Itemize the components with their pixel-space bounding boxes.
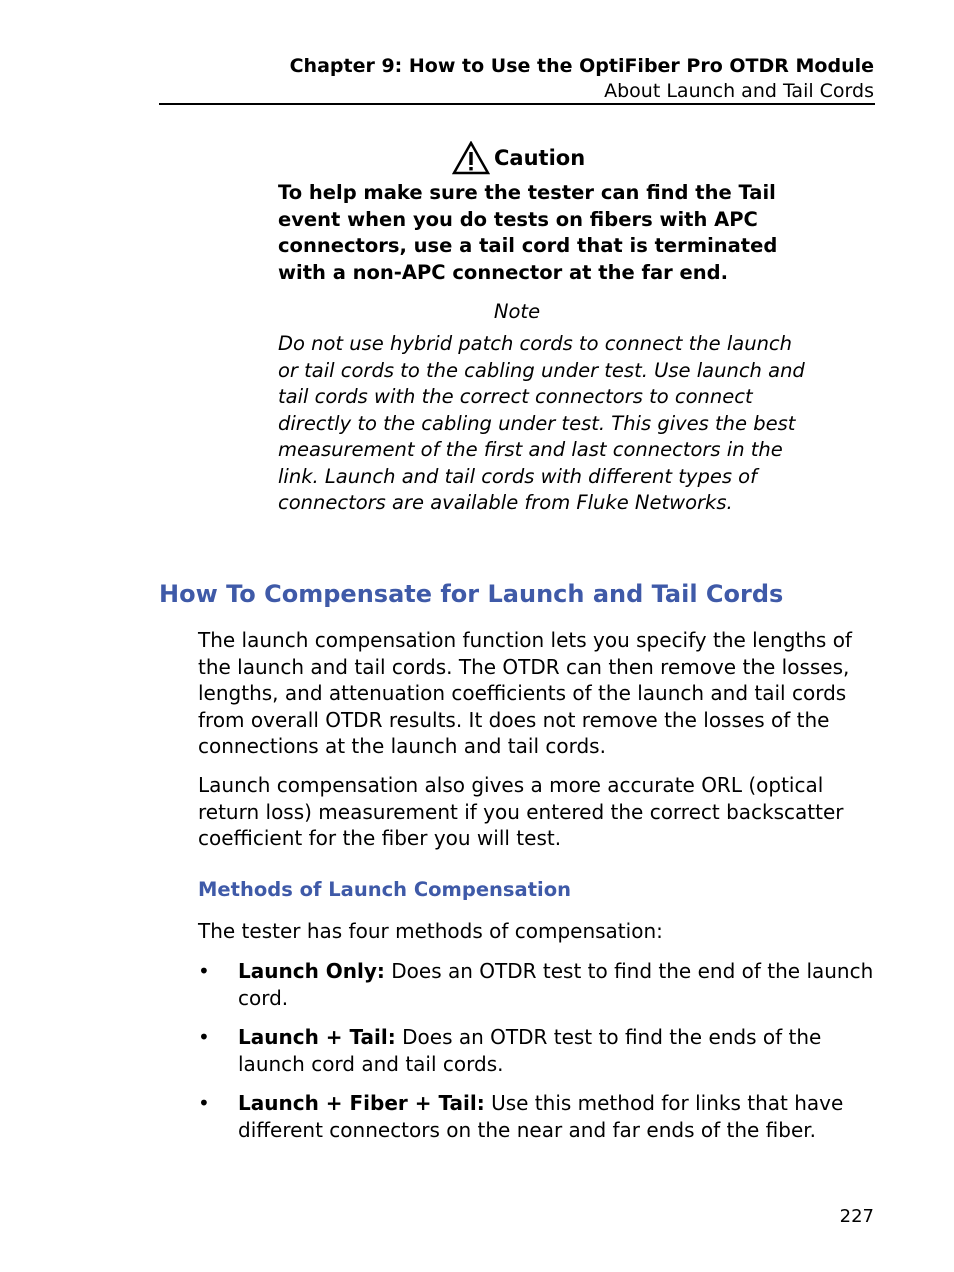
- list-item-text: Does an OTDR test to find the end of the launch cord.: [238, 959, 874, 1010]
- bullet-icon: •: [198, 1091, 210, 1115]
- section-title: About Launch and Tail Cords: [604, 80, 874, 102]
- list-item: [198, 1090, 878, 1143]
- chapter-title: Chapter 9: How to Use the OptiFiber Pro OTDR Module: [289, 55, 874, 77]
- warning-triangle-icon: [452, 141, 490, 175]
- caution-heading: [452, 141, 585, 175]
- caution-text: To help make sure the tester can find the Tail event when you do tests on fibers with APC connectors, use a tail cord that is terminated with a non-APC connector at the far end.: [278, 181, 778, 284]
- header-rule: [159, 103, 875, 105]
- list-item: [198, 1024, 878, 1077]
- caution-title: Caution: [494, 146, 586, 170]
- running-header: [290, 54, 874, 104]
- list-item-term: Launch + Tail:: [238, 1025, 396, 1049]
- paragraph-orl: Launch compensation also gives a more accurate ORL (optical return loss) measurement if you entered the correct backscatter coefficient for the fiber you will test.: [198, 773, 844, 850]
- methods-intro: The tester has four methods of compensation:: [198, 919, 663, 943]
- list-item-term: Launch + Fiber + Tail:: [238, 1091, 485, 1115]
- subsection-heading: Methods of Launch Compensation: [198, 878, 571, 901]
- paragraph-launch-compensation: The launch compensation function lets you specify the lengths of the launch and tail cords. The OTDR can then remove the losses, lengths, and attenuation coefficients of the launch and tail cords from overall OTDR results. It does not remove the losses of the connections at the launch and tail cords.: [198, 628, 852, 758]
- page-number: 227: [839, 1206, 874, 1227]
- list-item-text: Use this method for links that have different connectors on the near and far ends of the fiber.: [238, 1091, 844, 1142]
- bullet-icon: •: [198, 1025, 210, 1049]
- section-heading: How To Compensate for Launch and Tail Cords: [159, 580, 784, 608]
- list-item-text: Does an OTDR test to find the ends of the launch cord and tail cords.: [238, 1025, 822, 1076]
- note-text: Do not use hybrid patch cords to connect the launch or tail cords to the cabling under test. Use launch and tail cords with the correct connectors to connect directly to the cabling under test. This gives the best measurement of the first and last connectors in the link. Launch and tail cords with different types of connectors are available from Fluke Networks.: [278, 332, 805, 514]
- list-item: [198, 958, 878, 1011]
- bullet-icon: •: [198, 959, 210, 983]
- note-title: Note: [493, 300, 541, 323]
- list-item-term: Launch Only:: [238, 959, 385, 983]
